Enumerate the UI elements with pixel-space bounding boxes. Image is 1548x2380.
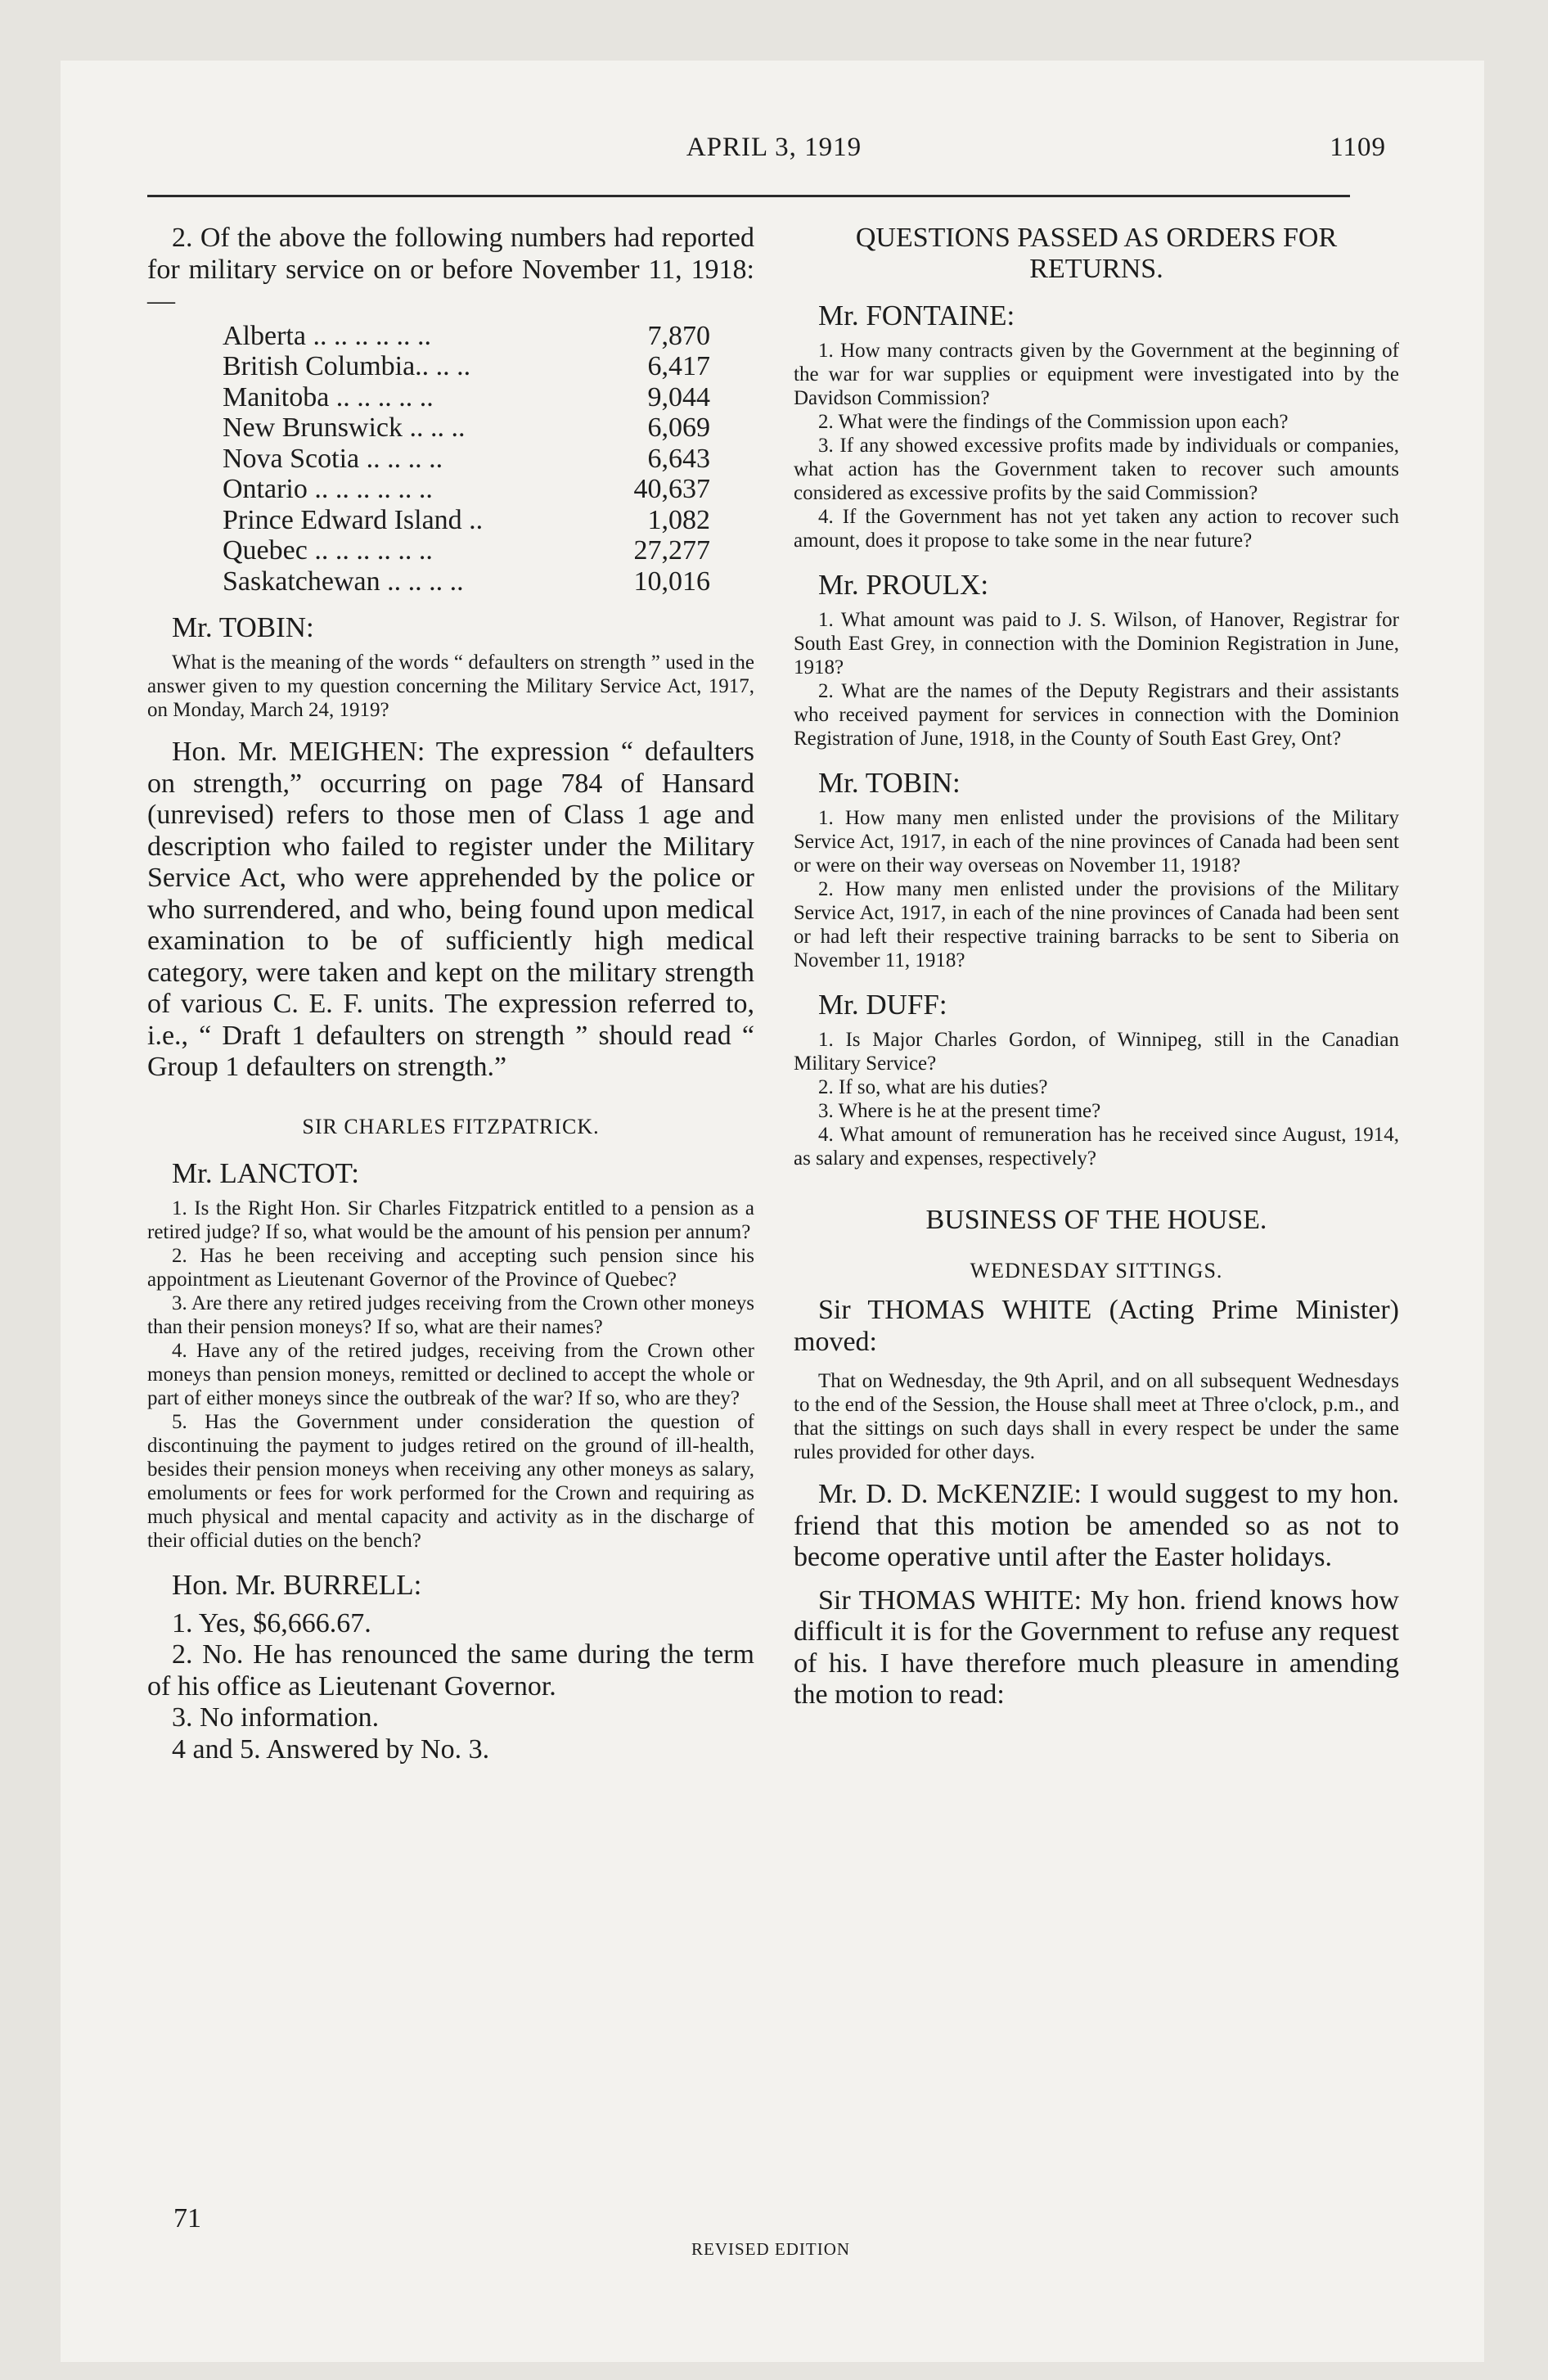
province-name: British Columbia.. .. .. — [223, 351, 471, 381]
page-number: 1109 — [1330, 133, 1386, 162]
province-value: 6,069 — [647, 412, 710, 443]
duff-question-1: 1. Is Major Charles Gordon, of Winnipeg, still in the Canadian Military Service? — [794, 1029, 1399, 1075]
province-row — [223, 566, 710, 597]
right-column — [794, 223, 1399, 1711]
left-column — [147, 223, 754, 1765]
lanctot-question-3: 3. Are there any retired judges receiving from the Crown other moneys than their pension moneys? If so, what are their names? — [147, 1291, 754, 1338]
page-header — [147, 133, 1401, 165]
lanctot-question-2: 2. Has he been receiving and accepting such pension since his appointment as Lieutenant Governor of the Province of Quebec? — [147, 1244, 754, 1291]
burrell-answer-3: 3. No information. — [172, 1702, 380, 1733]
meighen-answer: Hon. Mr. MEIGHEN: The expression “ defaulters on strength,” occurring on page 784 of Hansard (unrevised) refers to those men of Class 1 age and description who failed to register under the Military Service Act, who were apprehended by the police or who surrendered, and who, being found upon medical examination to be of sufficiently high medical category, were taken and kept on the military strength of various C. E. F. units. The expression referred to, i.e., “ Draft 1 defaulters on strength ” should read “ Group 1 defaulters on strength.” — [147, 737, 754, 1082]
duff-question-3: 3. Where is he at the present time? — [818, 1100, 1101, 1122]
speaker-fontaine: Mr. FONTAINE: — [818, 300, 1015, 331]
burrell-answer-1: 1. Yes, $6,666.67. — [172, 1607, 371, 1639]
burrell-answer-4: 4 and 5. Answered by No. 3. — [172, 1733, 490, 1765]
lanctot-question-5: 5. Has the Government under consideration the question of discontinuing the payment to judges retired on the ground of ill-health, besides their pension moneys when receiving any other moneys as salary, emoluments or fees for work performed for the Crown and requiring as much physical and mental capacity and activity as in the discharge of their official duties on the bench? — [147, 1410, 754, 1552]
white-reply: Sir THOMAS WHITE: My hon. friend knows how difficult it is for the Government to refuse any request of his. I have therefore much pleasure in amending the motion to read: — [794, 1584, 1399, 1710]
signature-number: 71 — [173, 2203, 201, 2234]
province-value: 6,643 — [647, 443, 710, 474]
speaker-tobin-right: Mr. TOBIN: — [818, 767, 961, 799]
header-date: APRIL 3, 1919 — [686, 133, 862, 162]
returns-heading: QUESTIONS PASSED AS ORDERS FOR RETURNS. — [855, 223, 1338, 284]
speaker-burrell: Hon. Mr. BURRELL: — [172, 1568, 422, 1601]
province-value: 27,277 — [633, 535, 710, 566]
province-row — [223, 351, 710, 382]
province-row — [223, 444, 710, 475]
province-name: Ontario .. .. .. .. .. .. — [223, 474, 433, 504]
duff-question-2: 2. If so, what are his duties? — [818, 1076, 1048, 1098]
left-intro: 2. Of the above the following numbers had reported for military service on or before November 11, 1918:— — [147, 223, 754, 316]
province-value: 1,082 — [647, 504, 710, 535]
province-value: 7,870 — [647, 320, 710, 351]
speaker-lanctot: Mr. LANCTOT: — [172, 1156, 360, 1189]
fontaine-question-3: 3. If any showed excessive profits made by individuals or companies, what action has the Government taken to recover such amounts considered as excessive profits by the said Commission? — [794, 435, 1399, 504]
province-value: 9,044 — [647, 381, 710, 412]
speaker-duff: Mr. DUFF: — [818, 989, 947, 1021]
speaker-tobin-left: Mr. TOBIN: — [172, 611, 314, 643]
province-name: New Brunswick .. .. .. — [223, 412, 466, 443]
tobin-right-question-2: 2. How many men enlisted under the provisions of the Military Service Act, 1917, in each of the nine provinces of Canada had been sent or had left their respective training barracks to be sent to Siberia on November 11, 1918? — [794, 878, 1399, 971]
lanctot-question-4: 4. Have any of the retired judges, receiving from the Crown other moneys than pension moneys, remitted or declined to accept the whole or part of either moneys since the outbreak of the war? If so, who are they? — [147, 1339, 754, 1409]
mckenzie-suggestion: Mr. D. D. McKENZIE: I would suggest to my hon. friend that this motion be amended so as not to become operative until after the Easter holidays. — [794, 1479, 1399, 1572]
province-row — [223, 505, 710, 536]
white-moved: Sir THOMAS WHITE (Acting Prime Minister) moved: — [794, 1295, 1399, 1357]
province-row — [223, 382, 710, 413]
province-row — [223, 535, 710, 566]
lanctot-question-1: 1. Is the Right Hon. Sir Charles Fitzpatrick entitled to a pension as a retired judge? If so, what would be the amount of his pension per annum? — [147, 1197, 754, 1243]
province-row — [223, 474, 710, 505]
wednesday-heading: WEDNESDAY SITTINGS. — [970, 1259, 1223, 1282]
proulx-question-1: 1. What amount was paid to J. S. Wilson, of Hanover, Registrar for South East Grey, in connection with the Dominion Registration in June, 1918? — [794, 609, 1399, 678]
province-name: Saskatchewan .. .. .. .. — [223, 566, 464, 597]
fitzpatrick-heading: SIR CHARLES FITZPATRICK. — [302, 1114, 600, 1138]
revised-edition: REVISED EDITION — [691, 2239, 851, 2259]
province-name: Quebec .. .. .. .. .. .. — [223, 535, 433, 566]
province-row — [223, 412, 710, 444]
province-name: Nova Scotia .. .. .. .. — [223, 443, 443, 474]
header-rule — [147, 195, 1350, 197]
wednesday-motion: That on Wednesday, the 9th April, and on all subsequent Wednesdays to the end of the Session, the House shall meet at Three o'clock, p.m., and that the sittings on such days shall in every respect be under the same rules provided for other days. — [794, 1370, 1399, 1463]
duff-question-4: 4. What amount of remuneration has he received since August, 1914, as salary and expenses, respectively? — [794, 1124, 1399, 1170]
province-name: Manitoba .. .. .. .. .. — [223, 381, 434, 412]
province-value: 6,417 — [647, 351, 710, 381]
fontaine-question-1: 1. How many contracts given by the Government at the beginning of the war for war supplies or equipment were investigated into by the Davidson Commission? — [794, 340, 1399, 409]
province-value: 40,637 — [633, 474, 710, 504]
tobin-question: What is the meaning of the words “ defaulters on strength ” used in the answer given to my question concerning the Military Service Act, 1917, on Monday, March 24, 1919? — [147, 651, 754, 721]
business-heading: BUSINESS OF THE HOUSE. — [925, 1205, 1267, 1235]
province-name: Alberta .. .. .. .. .. .. — [223, 320, 431, 351]
burrell-answer-2: 2. No. He has renounced the same during the term of his office as Lieutenant Governor. — [147, 1639, 754, 1702]
fontaine-question-4: 4. If the Government has not yet taken any action to recover such amount, does it propose to take some in the near future? — [794, 506, 1399, 552]
fontaine-question-2: 2. What were the findings of the Commission upon each? — [818, 411, 1289, 433]
province-name: Prince Edward Island .. — [223, 504, 484, 535]
province-value: 10,016 — [633, 566, 710, 597]
speaker-proulx: Mr. PROULX: — [818, 569, 989, 601]
province-row — [223, 321, 710, 352]
tobin-right-question-1: 1. How many men enlisted under the provisions of the Military Service Act, 1917, in each of the nine provinces of Canada had been sent or were on their way overseas on November 11, 1918? — [794, 807, 1399, 877]
proulx-question-2: 2. What are the names of the Deputy Registrars and their assistants who received payment for services in connection with the Dominion Registration of June, 1918, in the County of South East Grey, Ont? — [794, 680, 1399, 750]
